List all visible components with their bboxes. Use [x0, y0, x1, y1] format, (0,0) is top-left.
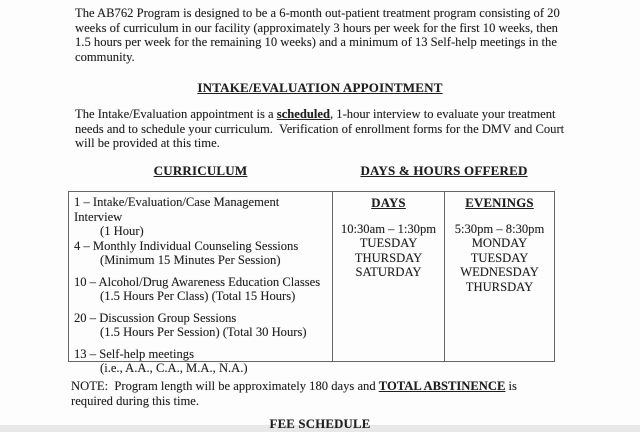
- days-hours-offered-heading: DAYS & HOURS OFFERED: [360, 163, 528, 178]
- paragraph-line: 1.5 hours per week for the remaining 10 weeks) and a minimum of 13 Self-help meetings in the: [75, 35, 557, 49]
- days-hours: 10:30am – 1:30pm: [340, 221, 437, 236]
- days-column: [333, 192, 445, 361]
- days-day: SATURDAY: [355, 265, 422, 279]
- note-line: required during this time.: [71, 393, 200, 408]
- curriculum-item-education: [74, 275, 330, 304]
- evenings-day: TUESDAY: [470, 250, 529, 265]
- fee-schedule-heading-clipped: FEE SCHEDULE: [269, 417, 371, 431]
- paragraph-line: [75, 107, 564, 122]
- days-day: THURSDAY: [354, 250, 423, 265]
- curriculum-item-selfhelp: [74, 347, 330, 376]
- note-text: NOTE: Program length will be approximately 180 days and: [71, 379, 379, 393]
- paragraph-text: , 1-hour interview to evaluate your treatment: [329, 107, 556, 121]
- curriculum-item-line1: 13 – Self-help meetings: [74, 346, 194, 361]
- curriculum-item-line1: 4 – Monthly Individual Counseling Sessions: [74, 238, 299, 253]
- note-paragraph: [71, 379, 517, 408]
- intake-description-paragraph: [75, 107, 564, 151]
- days-column-header: DAYS: [371, 196, 406, 210]
- evenings-column: [445, 192, 554, 361]
- curriculum-column: [69, 192, 333, 375]
- curriculum-item-intake: [74, 195, 330, 239]
- curriculum-item-discussion: [74, 311, 330, 340]
- paragraph-line: community.: [75, 49, 135, 64]
- evenings-day: THURSDAY: [465, 279, 534, 294]
- intake-evaluation-heading: INTAKE/EVALUATION APPOINTMENT: [197, 80, 443, 95]
- curriculum-item-line2: (1.5 Hours Per Session) (Total 30 Hours): [100, 325, 307, 339]
- curriculum-item-line2: (1 Hour): [100, 224, 144, 238]
- evenings-column-header: EVENINGS: [465, 196, 534, 210]
- paragraph-line: will be provided at this time.: [75, 136, 220, 150]
- paragraph-line: The AB762 Program is designed to be a 6-month out-patient treatment program consisting of 20: [75, 6, 560, 20]
- curriculum-heading: CURRICULUM: [153, 163, 248, 178]
- curriculum-item-line1: 20 – Discussion Group Sessions: [74, 310, 237, 325]
- evenings-day: WEDNESDAY: [460, 265, 539, 279]
- evenings-hours: 5:30pm – 8:30pm: [454, 221, 545, 236]
- schedule-table: [68, 191, 555, 375]
- paragraph-text: The Intake/Evaluation appointment is a: [75, 107, 277, 121]
- scheduled-emphasis: scheduled: [276, 107, 330, 121]
- program-description-paragraph: [75, 6, 560, 64]
- curriculum-item-line1: 1 – Intake/Evaluation/Case Management Interview: [74, 195, 280, 224]
- curriculum-item-line2: (1.5 Hours Per Class) (Total 15 Hours): [100, 289, 296, 303]
- evenings-day: MONDAY: [471, 236, 528, 250]
- curriculum-item-line2: (Minimum 15 Minutes Per Session): [100, 253, 281, 267]
- paragraph-line: needs and to schedule your curriculum. Verification of enrollment forms for the DMV and Court: [75, 121, 565, 136]
- note-line: [71, 379, 517, 394]
- curriculum-item-counseling: [74, 239, 330, 268]
- paragraph-line: weeks of curriculum in our facility (approximately 3 hours per week for the first 10 weeks, then: [75, 20, 558, 35]
- curriculum-item-line1: 10 – Alcohol/Drug Awareness Education Classes: [74, 274, 321, 289]
- curriculum-item-line2: (i.e., A.A., C.A., M.A., N.A.): [100, 361, 248, 375]
- days-day: TUESDAY: [359, 236, 418, 250]
- total-abstinence-emphasis: TOTAL ABSTINENCE: [378, 379, 506, 393]
- note-text: is: [505, 379, 517, 393]
